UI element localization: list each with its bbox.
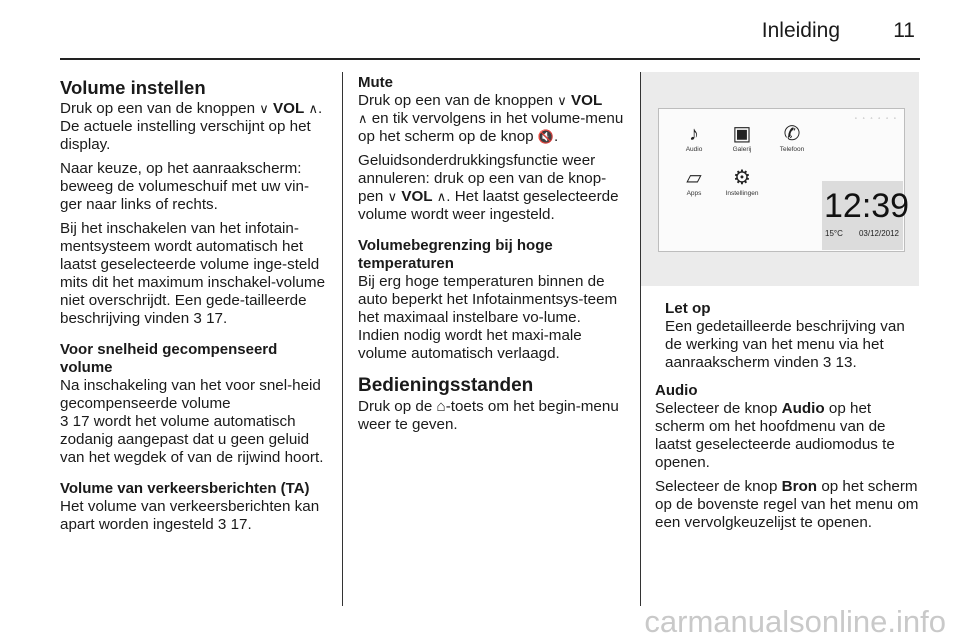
- page-ref-icon: 3: [217, 516, 227, 533]
- paragraph: Na inschakeling van het voor snel-heid gecompenseerde volume 3 17 wordt het volume automatisch zodanig aangepast dat u geen geluid van het wegdek of van de rijwind hoort.: [60, 377, 324, 466]
- phone-icon: ✆: [783, 123, 801, 145]
- heading-bedieningsstanden: Bedieningsstanden: [358, 375, 534, 396]
- watermark: carmanualsonline.info: [644, 604, 946, 639]
- gallery-icon: ▣: [732, 123, 752, 145]
- heading-temperature-limit: Volumebegrenzing bij hoge temperaturen: [358, 237, 553, 272]
- header-rule: [60, 58, 920, 60]
- paragraph: Bij erg hoge temperaturen binnen de auto beperkt het Infotainmentsys-teem het maximaal instelbare vo-lume. Indien nodig wordt het maxi-male volume automatisch verlaagd.: [358, 273, 618, 362]
- paragraph: Geluidsonderdrukkingsfunctie weer annuleren: druk op een van de knop-pen ∨ VOL ∧. Het laatst geselecteerde volume wordt weer ingesteld.: [358, 152, 619, 223]
- home-icon: ⌂: [436, 398, 446, 415]
- paragraph: Naar keuze, op het aanraakscherm: beweeg de volumeschuif met uw vin-ger naar links of rechts.: [60, 160, 310, 213]
- page-ref-icon: 3: [193, 310, 202, 327]
- page-ref-icon: 3: [822, 354, 832, 371]
- apps-icon: ▱: [686, 167, 702, 189]
- status-bar-icons: ◦ ◦ ◦ ◦ ◦ ◦: [854, 116, 898, 122]
- paragraph: Het volume van verkeersberichten kan apart worden ingesteld 3 17.: [60, 498, 320, 533]
- paragraph: Selecteer de knop Audio op het scherm om het hoofdmenu van de laatst geselecteerde audiomodus te openen.: [655, 400, 895, 471]
- heading-ta-volume: Volume van verkeersberichten (TA): [60, 480, 310, 497]
- infotainment-screenshot: [641, 72, 919, 286]
- header-title: Inleiding: [761, 19, 840, 42]
- volume-up-icon: ∧: [358, 111, 368, 126]
- tile-apps: ▱ Apps: [673, 167, 715, 198]
- volume-down-icon: ∨: [557, 93, 567, 108]
- column-divider-1: [342, 72, 343, 606]
- gear-icon: ⚙: [733, 167, 751, 189]
- paragraph: Selecteer de knop Bron op het scherm op de bovenste regel van het menu om een vervolgkeuzelijst te openen.: [655, 478, 919, 531]
- volume-down-icon: ∨: [259, 101, 269, 116]
- volume-up-icon: ∧: [308, 101, 319, 116]
- heading-speed-volume: Voor snelheid gecompenseerd volume: [60, 341, 278, 376]
- note-title: Let op: [665, 300, 711, 317]
- page-ref-icon: 3: [60, 413, 69, 430]
- heading-audio: Audio: [655, 382, 698, 399]
- volume-down-icon: ∨: [387, 189, 398, 204]
- clock-panel: [822, 181, 910, 250]
- tile-galerij: ▣ Galerij: [721, 123, 763, 154]
- paragraph: Druk op een van de knoppen ∨ VOL ∧ en tik vervolgens in het volume-menu op het scherm op de knop 🔇.: [358, 92, 624, 145]
- heading-volume-instellen: Volume instellen: [60, 77, 206, 98]
- tile-instellingen: ⚙ Instellingen: [721, 167, 763, 198]
- note-box: [665, 300, 925, 372]
- paragraph: Druk op de ⌂-toets om het begin-menu weer te geven.: [358, 398, 619, 433]
- heading-mute: Mute: [358, 74, 393, 91]
- temperature: 15°C: [825, 229, 843, 238]
- page-number: 11: [893, 19, 915, 42]
- column-2: [358, 74, 624, 440]
- date: 03/12/2012: [858, 229, 899, 238]
- mute-icon: 🔇: [537, 129, 555, 144]
- clock: 12:39: [824, 187, 910, 225]
- music-note-icon: ♪: [689, 123, 699, 145]
- volume-up-icon: ∧: [436, 189, 447, 204]
- paragraph: Druk op een van de knoppen ∨ VOL ∧. De actuele instelling verschijnt op het display.: [60, 100, 323, 153]
- column-1: [60, 74, 328, 540]
- tile-telefoon: ✆ Telefoon: [771, 123, 813, 154]
- tile-audio: ♪ Audio: [673, 123, 715, 154]
- column-3: [655, 382, 925, 538]
- paragraph: Bij het inschakelen van het infotain-mentsysteem wordt automatisch het laatst geselecteerde volume inge-steld mits dit het maximum inschakel-volume niet overschrijdt. Een gede-tailleerde beschrijving vinden 3 17.: [60, 220, 326, 327]
- note-text: Een gedetailleerde beschrijving van de werking van het menu via het aanraakscherm vinden 3 13.: [665, 318, 905, 371]
- home-screen: [658, 108, 910, 252]
